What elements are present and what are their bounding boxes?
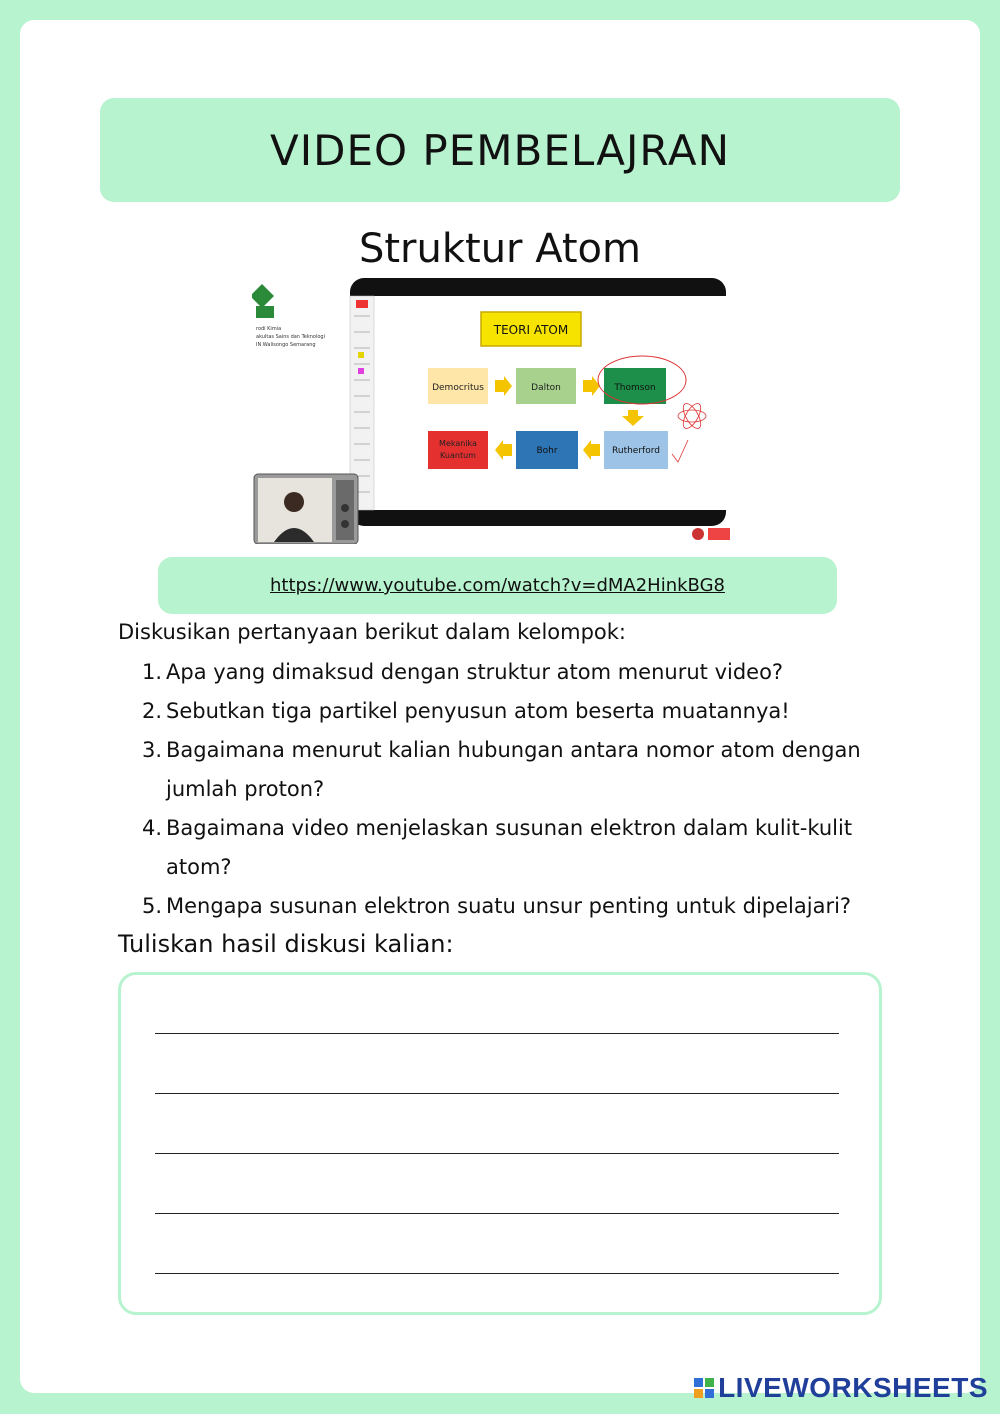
answer-line[interactable] (155, 1273, 839, 1274)
page-subtitle: Struktur Atom (358, 226, 641, 272)
list-item: 4. Bagaimana video menjelaskan susunan elektron dalam kulit-kulit atom? (141, 816, 853, 879)
list-item: 1. Apa yang dimaksud dengan struktur atom menurut video? (141, 660, 784, 684)
answer-label: Tuliskan hasil diskusi kalian: (118, 930, 454, 958)
answer-line[interactable] (155, 1213, 839, 1214)
svg-text:Mekanika: Mekanika (439, 439, 477, 448)
webcam-presenter (254, 474, 358, 544)
list-item: 2. Sebutkan tiga partikel penyusun atom beserta muatannya! (141, 699, 790, 723)
svg-text:Kuantum: Kuantum (440, 451, 476, 460)
svg-text:Democritus: Democritus (432, 383, 484, 393)
discussion-intro: Diskusikan pertanyaan berikut dalam kelompok: (118, 620, 627, 644)
list-item: 3. Bagaimana menurut kalian hubungan antara nomor atom dengan jumlah proton? (141, 738, 861, 801)
svg-text:Bohr: Bohr (536, 446, 558, 456)
video-thumbnail[interactable] (252, 276, 736, 544)
page-title: VIDEO PEMBELAJRAN (270, 125, 730, 175)
toolbar-red-icon (356, 300, 368, 308)
video-link-bar (158, 557, 837, 614)
list-item: 5. Mengapa susunan elektron suatu unsur penting untuk dipelajari? (141, 894, 852, 918)
node-mekanika-kuantum (428, 431, 488, 469)
video-link[interactable]: https://www.youtube.com/watch?v=dMA2HinkBG8 (270, 575, 725, 596)
slide-title-text: TEORI ATOM (493, 323, 569, 337)
title-banner (100, 98, 900, 202)
svg-text:Dalton: Dalton (531, 383, 561, 393)
svg-text:Thomson: Thomson (614, 383, 656, 393)
answer-box[interactable] (118, 972, 882, 1315)
answer-line[interactable] (155, 1033, 839, 1034)
bottom-corner-icons (692, 528, 730, 540)
svg-text:Rutherford: Rutherford (612, 446, 660, 456)
video-frame (252, 276, 736, 544)
question-list (118, 653, 898, 926)
logo-text-3: IN Walisongo Semarang (256, 342, 316, 348)
brand-name: LIVEWORKSHEETS (718, 1372, 988, 1403)
answer-line[interactable] (155, 1093, 839, 1094)
liveworksheets-logo (694, 1372, 988, 1404)
answer-line[interactable] (155, 1153, 839, 1154)
liveworksheets-icon (694, 1378, 714, 1398)
logo-text-1: rodi Kimia (256, 326, 282, 332)
campus-logo-icon (252, 284, 274, 318)
logo-text-2: akultas Sains dan Teknologi (256, 334, 325, 340)
